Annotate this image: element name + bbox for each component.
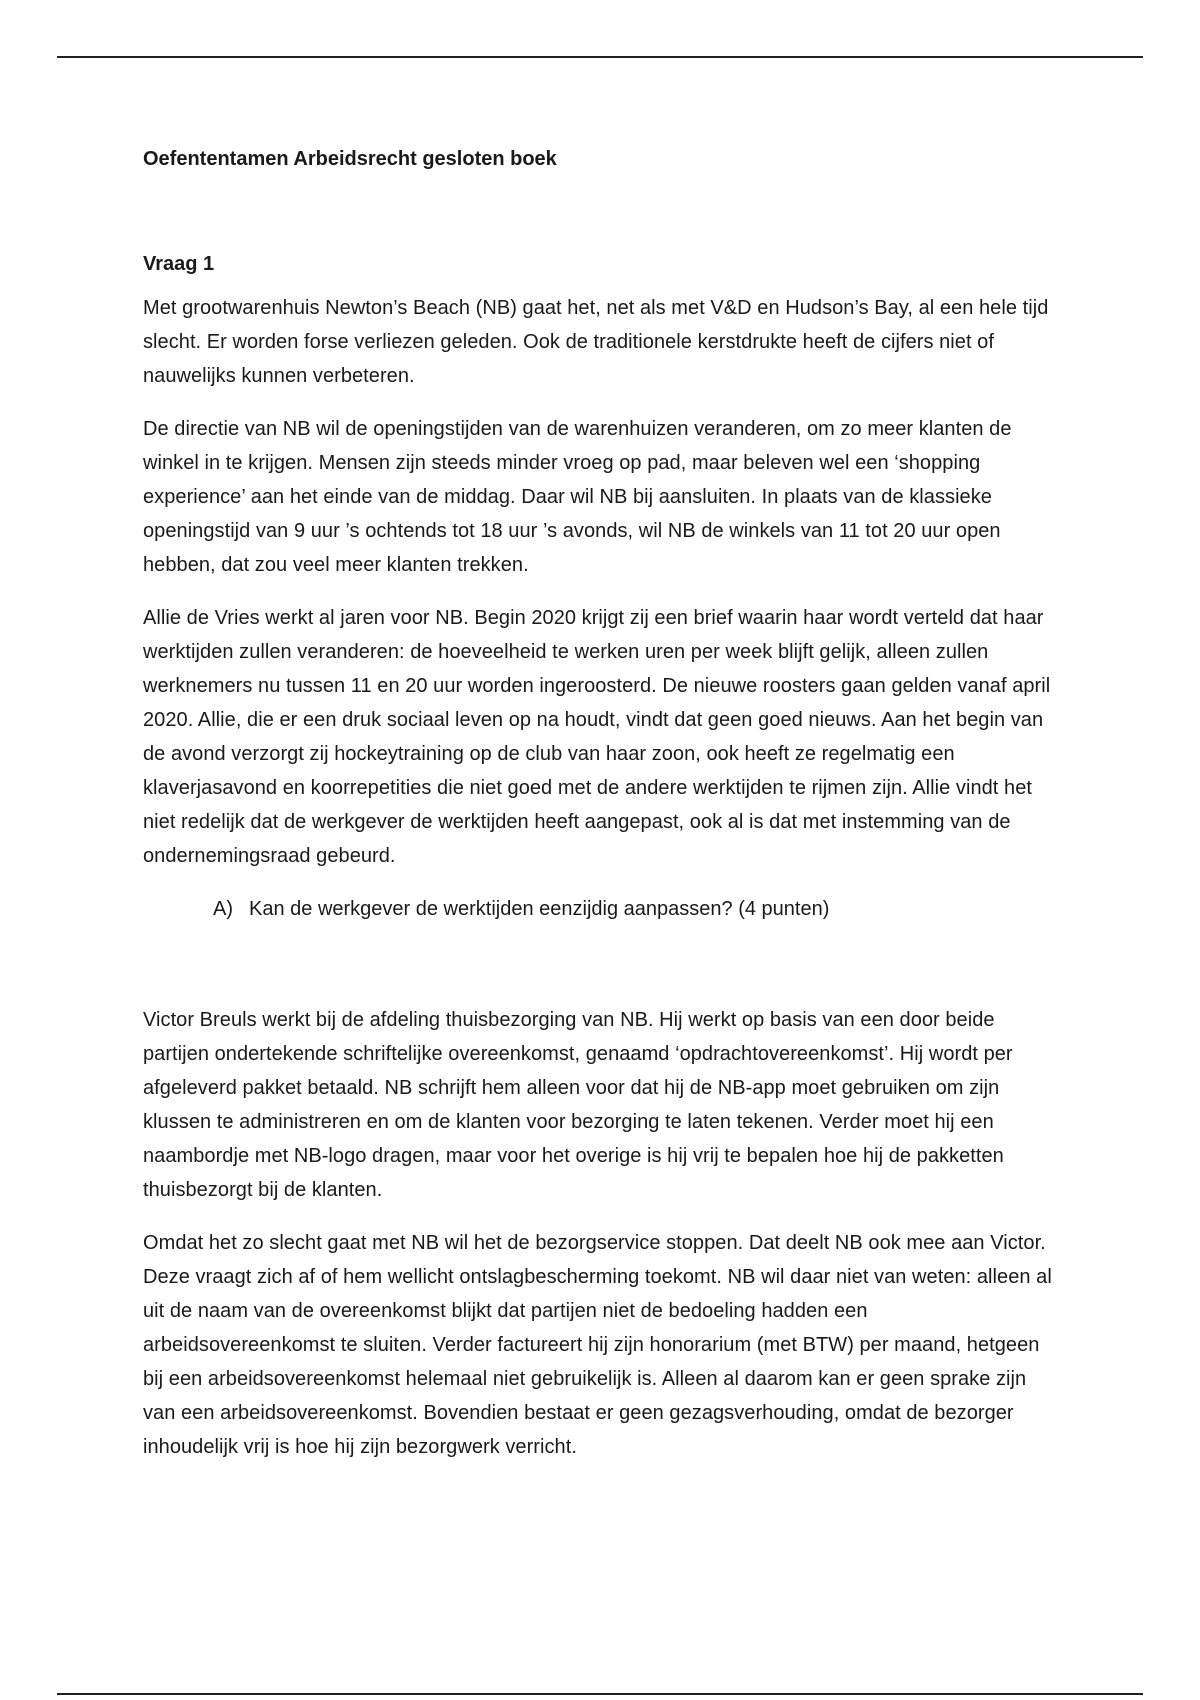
page-footer-rule: [57, 1693, 1143, 1695]
paragraph-victor: Victor Breuls werkt bij de afdeling thuisbezorging van NB. Hij werkt op basis van een door beide partijen ondertekende schriftelijke overeenkomst, genaamd ‘opdrachtovereenkomst’. Hij wordt per afgeleverd pakket betaald. NB schrijft hem alleen voor dat hij de NB-app moet gebruiken om zijn klussen te administreren en om de klanten voor bezorging te laten tekenen. Verder moet hij een naambordje met NB-logo dragen, maar voor het overige is hij vrij te bepalen hoe hij de pakketten thuisbezorgt bij de klanten.: [143, 1009, 1013, 1201]
paragraph-allie: Allie de Vries werkt al jaren voor NB. Begin 2020 krijgt zij een brief waarin haar wordt verteld dat haar werktijden zullen veranderen: de hoeveelheid te werken uren per week blijft gelijk, alleen zullen werknemers nu tussen 11 en 20 uur worden ingeroosterd. De nieuwe roosters gaan gelden vanaf april 2020. Allie, die er een druk sociaal leven op na houdt, vindt dat geen goed nieuws. Aan het begin van de avond verzorgt zij hockeytraining op de club van haar zoon, ook heeft ze regelmatig een klaverjasavond en koorrepetities die niet goed met de andere werktijden te rijmen zijn. Allie vindt het niet redelijk dat de werkgever de werktijden heeft aangepast, ook al is dat met instemming van de ondernemingsraad gebeurd.: [143, 607, 1051, 867]
subquestion-a: [213, 892, 1063, 926]
paragraph-opening-hours: De directie van NB wil de openingstijden van de warenhuizen veranderen, om zo meer klanten de winkel in te krijgen. Mensen zijn steeds minder vroeg op pad, maar beleven wel een ‘shopping experience’ aan het einde van de middag. Daar wil NB bij aansluiten. In plaats van de klassieke openingstijd van 9 uur ’s ochtends tot 18 uur ’s avonds, wil NB de winkels van 11 tot 20 uur open hebben, dat zou veel meer klanten trekken.: [143, 418, 1012, 576]
question-heading: Vraag 1: [143, 253, 215, 275]
subquestion-label: A): [213, 898, 233, 920]
document-body: [143, 142, 1063, 1483]
subquestion-text: Kan de werkgever de werktijden eenzijdig aanpassen? (4 punten): [249, 898, 830, 920]
document-title: Oefententamen Arbeidsrecht gesloten boek: [143, 148, 557, 170]
paragraph-intro: Met grootwarenhuis Newton’s Beach (NB) gaat het, net als met V&D en Hudson’s Bay, al een hele tijd slecht. Er worden forse verliezen geleden. Ook de traditionele kerstdrukte heeft de cijfers niet of nauwelijks kunnen verbeteren.: [143, 297, 1049, 387]
page-header-rule: [57, 56, 1143, 58]
paragraph-delivery-service: Omdat het zo slecht gaat met NB wil het de bezorgservice stoppen. Dat deelt NB ook mee aan Victor. Deze vraagt zich af of hem wellicht ontslagbescherming toekomt. NB wil daar niet van weten: alleen al uit de naam van de overeenkomst blijkt dat partijen niet de bedoeling hadden een arbeidsovereenkomst te sluiten. Verder factureert hij zijn honorarium (met BTW) per maand, hetgeen bij een arbeidsovereenkomst helemaal niet gebruikelijk is. Alleen al daarom kan er geen sprake zijn van een arbeidsovereenkomst. Bovendien bestaat er geen gezagsverhouding, omdat de bezorger inhoudelijk vrij is hoe hij zijn bezorgwerk verricht.: [143, 1232, 1052, 1458]
